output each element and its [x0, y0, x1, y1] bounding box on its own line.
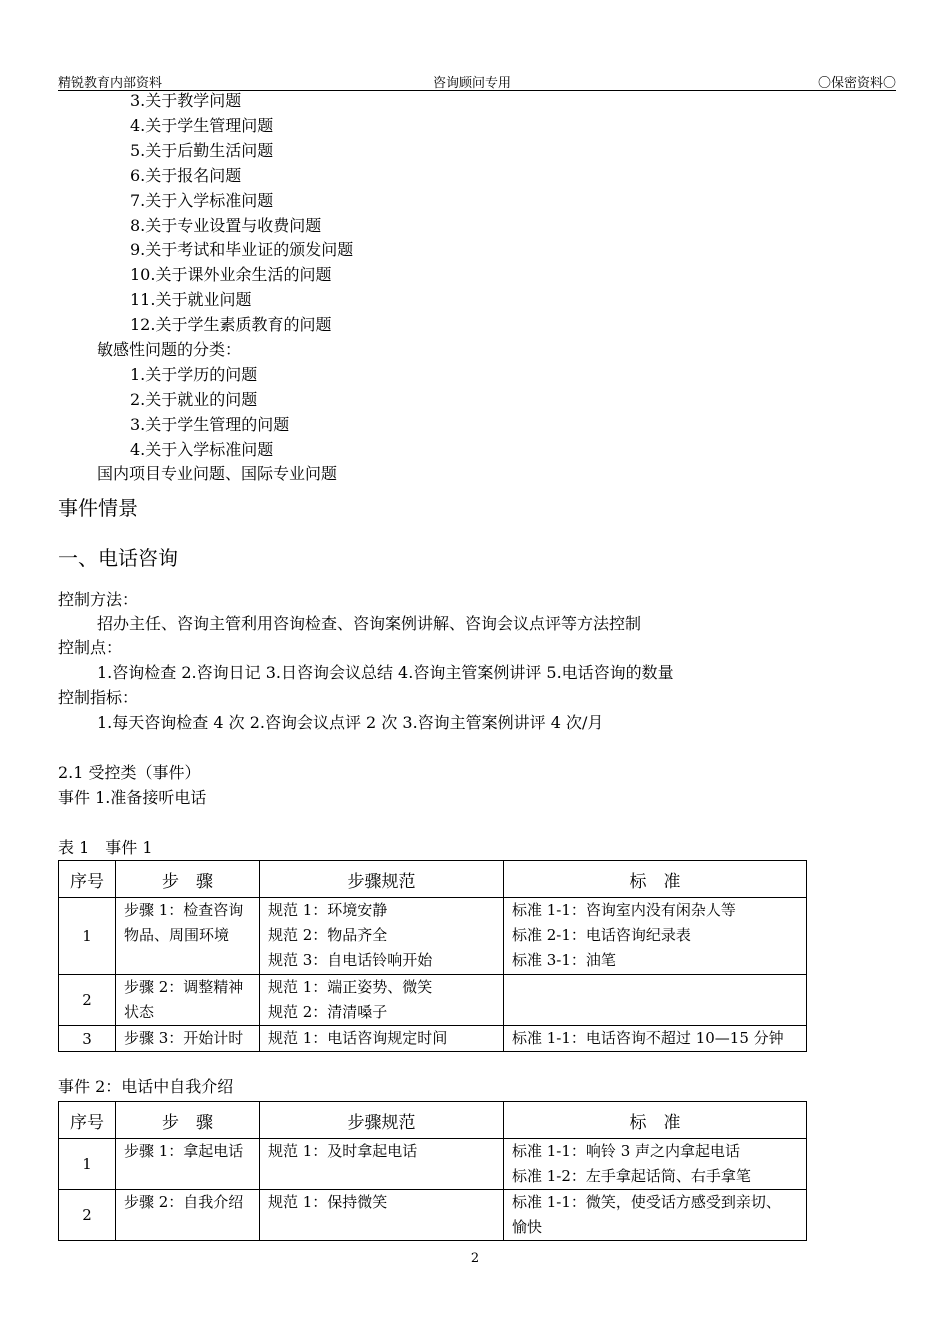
list-item: 3.关于学生管理的问题 [130, 414, 290, 434]
step-line: 状态 [124, 1003, 155, 1021]
cell-step [116, 1190, 260, 1241]
std-line: 标准 3-1：油笔 [512, 951, 616, 969]
list-item: 8.关于专业设置与收费问题 [130, 215, 322, 235]
control-point-label: 控制点： [58, 638, 123, 657]
list-item: 4.关于入学标准问题 [130, 439, 274, 459]
cell-step [116, 1139, 260, 1190]
cell-spec [260, 1190, 504, 1241]
header-right: 〇保密资料〇 [817, 76, 896, 91]
cell-spec [260, 1139, 504, 1190]
heading-phone-consult: 一、电话咨询 [58, 546, 178, 570]
col-header-num: 序号 [59, 1102, 116, 1139]
spec-line: 规范 2：清清嗓子 [268, 1003, 388, 1021]
cell-spec [260, 1026, 504, 1052]
table-row [59, 898, 807, 975]
row-number: 2 [59, 975, 116, 1026]
event1-table [58, 860, 807, 1052]
list-item: 7.关于入学标准问题 [130, 190, 274, 210]
std-line: 标准 1-1：响铃 3 声之内拿起电话 [512, 1142, 741, 1160]
table-row [59, 1139, 807, 1190]
list-item: 12.关于学生素质教育的问题 [130, 315, 332, 335]
list-item: 2.关于就业的问题 [130, 389, 258, 409]
cell-std [504, 1190, 807, 1241]
step-line: 步骤 1：检查咨询 [124, 901, 244, 919]
row-number: 1 [59, 1139, 116, 1190]
spec-line: 规范 1：环境安静 [268, 901, 388, 919]
event2-title: 事件 2：电话中自我介绍 [58, 1077, 234, 1096]
std-line: 愉快 [512, 1218, 543, 1236]
table-row [59, 975, 807, 1026]
table-row [59, 1026, 807, 1052]
list-item: 10.关于课外业余生活的问题 [130, 265, 332, 285]
table-row [59, 1190, 807, 1241]
col-header-spec: 步骤规范 [260, 861, 504, 898]
control-point-text: 1.咨询检查 2.咨询日记 3.日咨询会议总结 4.咨询主管案例讲评 5.电话咨询的数量 [97, 663, 674, 682]
spec-line: 规范 1：端正姿势、微笑 [268, 978, 433, 996]
cell-std [504, 898, 807, 975]
step-line: 步骤 2：自我介绍 [124, 1193, 244, 1211]
page-number: 2 [470, 1251, 480, 1266]
step-line: 步骤 1：拿起电话 [124, 1142, 244, 1160]
spec-line: 规范 1：及时拿起电话 [268, 1142, 418, 1160]
std-line: 标准 1-2：左手拿起话筒、右手拿笔 [512, 1167, 751, 1185]
std-line: 标准 1-1：电话咨询不超过 10—15 分钟 [512, 1029, 784, 1047]
cell-spec [260, 898, 504, 975]
cell-step [116, 898, 260, 975]
list-item: 11.关于就业问题 [130, 290, 252, 310]
spec-line: 规范 2：物品齐全 [268, 926, 388, 944]
row-number: 2 [59, 1190, 116, 1241]
row-number: 1 [59, 898, 116, 975]
list-item: 1.关于学历的问题 [130, 365, 258, 384]
header-left: 精锐教育内部资料 [58, 76, 163, 91]
step-line: 步骤 2：调整精神 [124, 978, 244, 996]
std-line: 标准 2-1：电话咨询纪录表 [512, 926, 691, 944]
std-line: 标准 1-1：咨询室内没有闲杂人等 [512, 901, 736, 919]
section-title: 2.1 受控类（事件） [58, 763, 201, 782]
domestic-line: 国内项目专业问题、国际专业问题 [97, 464, 338, 483]
spec-line: 规范 1：保持微笑 [268, 1193, 388, 1211]
col-header-std: 标 准 [504, 1102, 807, 1139]
cell-std [504, 975, 807, 1026]
control-index-text: 1.每天咨询检查 4 次 2.咨询会议点评 2 次 3.咨询主管案例讲评 4 次/月 [97, 713, 604, 732]
list-item: 5.关于后勤生活问题 [130, 140, 274, 160]
cell-std [504, 1139, 807, 1190]
sensitive-title: 敏感性问题的分类： [97, 340, 242, 359]
col-header-spec: 步骤规范 [260, 1102, 504, 1139]
step-line: 步骤 3：开始计时 [124, 1029, 244, 1047]
cell-std [504, 1026, 807, 1052]
col-header-std: 标 准 [504, 861, 807, 898]
spec-line: 规范 1：电话咨询规定时间 [268, 1029, 448, 1047]
col-header-num: 序号 [59, 861, 116, 898]
list-item: 6.关于报名问题 [130, 165, 242, 185]
event2-table [58, 1101, 807, 1241]
list-item: 4.关于学生管理问题 [130, 115, 274, 135]
heading-event-scene: 事件情景 [58, 496, 138, 520]
std-line: 标准 1-1：微笑，使受话方感受到亲切、 [512, 1193, 781, 1211]
spec-line: 规范 3：自电话铃响开始 [268, 951, 433, 969]
col-header-step: 步 骤 [116, 861, 260, 898]
row-number: 3 [59, 1026, 116, 1052]
cell-step [116, 1026, 260, 1052]
list-item: 9.关于考试和毕业证的颁发问题 [130, 240, 354, 260]
control-index-label: 控制指标： [58, 688, 139, 707]
control-method-text: 招办主任、咨询主管利用咨询检查、咨询案例讲解、咨询会议点评等方法控制 [97, 614, 642, 633]
header-center: 咨询顾问专用 [433, 76, 512, 91]
table1-caption: 表 1 事件 1 [58, 838, 153, 857]
cell-spec [260, 975, 504, 1026]
list-item: 3.关于教学问题 [130, 91, 242, 110]
control-method-label: 控制方法： [58, 590, 139, 609]
page-header [58, 70, 896, 91]
event1-title: 事件 1.准备接听电话 [58, 788, 207, 807]
col-header-step: 步 骤 [116, 1102, 260, 1139]
step-line: 物品、周围环境 [124, 926, 230, 944]
cell-step [116, 975, 260, 1026]
